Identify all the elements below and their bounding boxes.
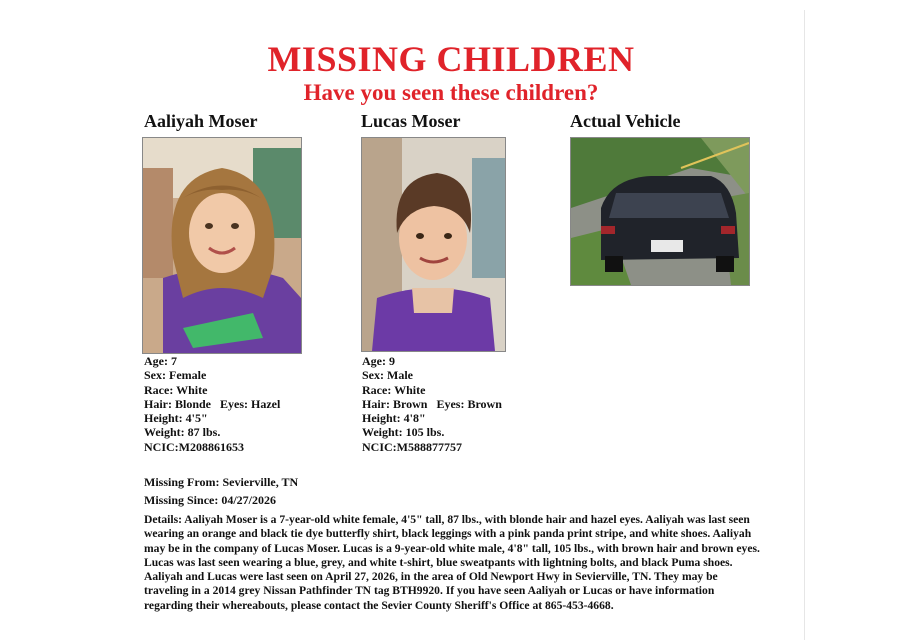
child-2-name: Lucas Moser <box>361 111 461 131</box>
child-1-age: Age: 7 <box>144 354 177 368</box>
child-1-race: Race: White <box>144 382 208 397</box>
vehicle-heading: Actual Vehicle <box>570 111 681 131</box>
child-2-age: Age: 9 <box>362 354 395 368</box>
child-1-photo-illustration <box>143 138 301 353</box>
child-2-sex: Sex: Male <box>362 368 413 383</box>
poster-title: MISSING CHILDREN <box>267 39 635 79</box>
child-1-photo <box>142 137 302 354</box>
child-2-photo-illustration <box>362 138 505 351</box>
details-paragraph: Details: Aaliyah Moser is a 7-year-old white female, 4'5" tall, 87 lbs., with blonde hair and hazel eyes. Aaliyah was last seen wearing an orange and black tie dye butterfly shirt, black leggings with a pink panda print stripe, and white shoes. Aaliyah may be in the company of Lucas Moser. Lucas is a 9-year-old white male, 4'8" tall, 105 lbs., with brown hair and brown eyes. Lucas was last seen wearing a blue, grey, and white t-shirt, blue sweatpants with lightning bolts, and black Puma shoes. Aaliyah and Lucas were last seen on April 27, 2026, in the area of Old Newport Hwy in Sevierville, TN. They may be traveling in a 2014 grey Nissan Pathfinder TN tag BTH9920. If you have seen Aaliyah or Lucas or have information regarding their whereabouts, please contact the Sevier County Sheriff's Office at 865-453-4668. <box>144 513 760 612</box>
child-2-hair-eyes: Hair: Brown Eyes: Brown <box>362 396 502 411</box>
child-1-weight: Weight: 87 lbs. <box>144 425 221 440</box>
poster-subtitle: Have you seen these children? <box>303 80 599 105</box>
missing-from: Missing From: Sevierville, TN <box>144 475 299 489</box>
child-1-info <box>144 354 280 454</box>
child-1-height: Height: 4'5" <box>144 411 208 426</box>
child-2-info <box>362 354 502 454</box>
child-1-ncic: NCIC:M208861653 <box>144 439 244 454</box>
child-1-sex: Sex: Female <box>144 368 207 383</box>
missing-since: Missing Since: 04/27/2026 <box>144 493 277 507</box>
vehicle-photo <box>570 137 750 286</box>
child-2-ncic: NCIC:M588877757 <box>362 439 462 454</box>
child-1-name: Aaliyah Moser <box>144 111 258 131</box>
vehicle-photo-illustration <box>571 138 749 285</box>
child-2-height: Height: 4'8" <box>362 411 426 426</box>
child-2-photo <box>361 137 506 352</box>
child-1-hair-eyes: Hair: Blonde Eyes: Hazel <box>144 396 281 411</box>
child-2-weight: Weight: 105 lbs. <box>362 425 445 440</box>
child-2-race: Race: White <box>362 382 426 397</box>
